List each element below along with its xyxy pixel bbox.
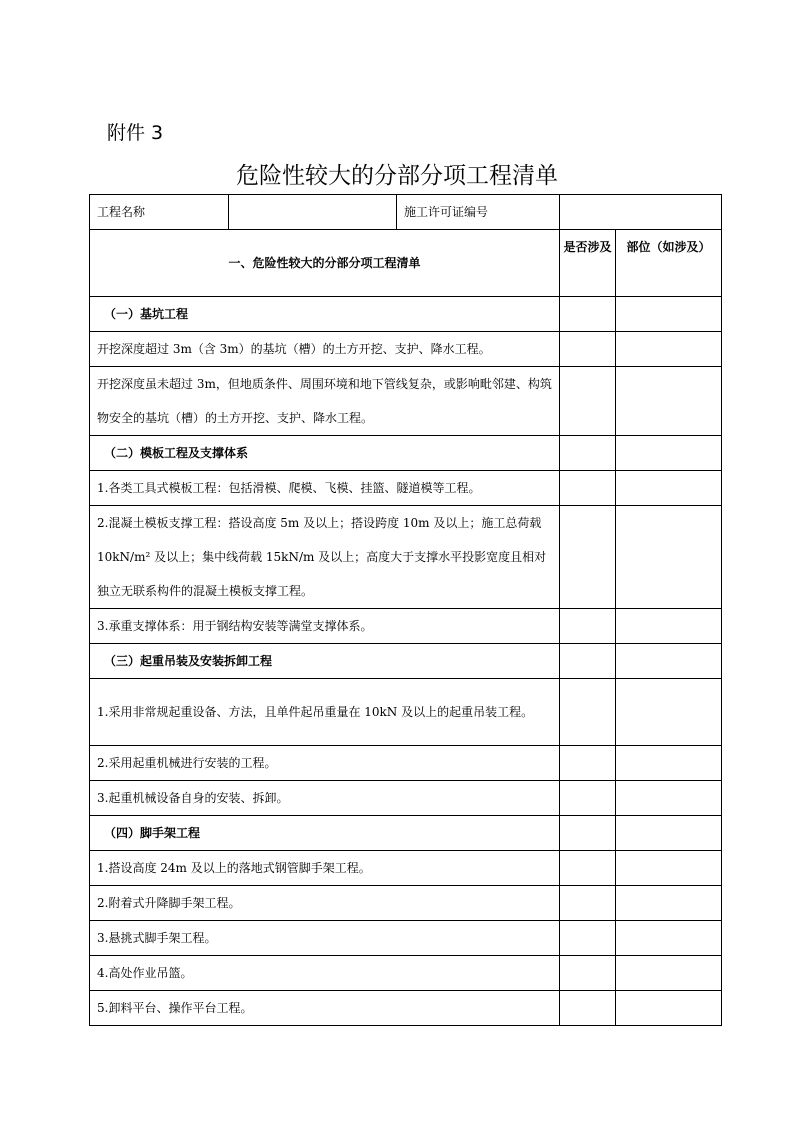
- item-text: 开挖深度超过 3m（含 3m）的基坑（槽）的土方开挖、支护、降水工程。: [90, 332, 560, 367]
- location-column-header: 部位（如涉及）: [616, 230, 722, 297]
- location-input-cell[interactable]: [616, 991, 722, 1026]
- item-text: 1.各类工具式模板工程：包括滑模、爬模、飞模、挂篮、隧道模等工程。: [90, 471, 560, 506]
- item-row: [90, 471, 722, 506]
- location-input-cell[interactable]: [616, 471, 722, 506]
- involved-checkbox-cell[interactable]: [560, 746, 616, 781]
- item-row: [90, 332, 722, 367]
- section-row: [90, 436, 722, 471]
- involved-checkbox-cell[interactable]: [560, 471, 616, 506]
- item-row: [90, 886, 722, 921]
- item-text: 3.悬挑式脚手架工程。: [90, 921, 560, 956]
- item-row: [90, 367, 722, 436]
- involved-checkbox-cell[interactable]: [560, 921, 616, 956]
- location-input-cell[interactable]: [616, 816, 722, 851]
- involved-checkbox-cell[interactable]: [560, 956, 616, 991]
- item-text: 开挖深度虽未超过 3m，但地质条件、周围环境和地下管线复杂，或影响毗邻建、构筑物安全的基坑（槽）的土方开挖、支护、降水工程。: [90, 367, 560, 436]
- item-row: [90, 746, 722, 781]
- item-row: [90, 991, 722, 1026]
- section-title: （三）起重吊装及安装拆卸工程: [90, 644, 560, 679]
- involved-checkbox-cell[interactable]: [560, 436, 616, 471]
- item-text: 3.承重支撑体系：用于钢结构安装等满堂支撑体系。: [90, 609, 560, 644]
- item-text: 2.采用起重机械进行安装的工程。: [90, 746, 560, 781]
- item-text: 2.混凝土模板支撑工程：搭设高度 5m 及以上；搭设跨度 10m 及以上；施工总荷载 10kN/m² 及以上；集中线荷载 15kN/m 及以上；高度大于支撑水平投影宽度且相对独立无联系构件的混凝土模板支撑工程。: [90, 506, 560, 609]
- involved-checkbox-cell[interactable]: [560, 644, 616, 679]
- location-input-cell[interactable]: [616, 679, 722, 746]
- item-row: [90, 506, 722, 609]
- location-input-cell[interactable]: [616, 436, 722, 471]
- list-title: 一、危险性较大的分部分项工程清单: [90, 230, 560, 297]
- involved-checkbox-cell[interactable]: [560, 886, 616, 921]
- item-text: 1.采用非常规起重设备、方法，且单件起吊重量在 10kN 及以上的起重吊装工程。: [90, 679, 560, 746]
- section-title: （四）脚手架工程: [90, 816, 560, 851]
- location-input-cell[interactable]: [616, 367, 722, 436]
- involved-checkbox-cell[interactable]: [560, 332, 616, 367]
- item-text: 3.起重机械设备自身的安装、拆卸。: [90, 781, 560, 816]
- location-input-cell[interactable]: [616, 851, 722, 886]
- item-row: [90, 781, 722, 816]
- section-row: [90, 644, 722, 679]
- location-input-cell[interactable]: [616, 332, 722, 367]
- location-input-cell[interactable]: [616, 297, 722, 332]
- location-input-cell[interactable]: [616, 506, 722, 609]
- involved-checkbox-cell[interactable]: [560, 367, 616, 436]
- info-row: [90, 195, 722, 230]
- involved-checkbox-cell[interactable]: [560, 991, 616, 1026]
- location-input-cell[interactable]: [616, 886, 722, 921]
- item-row: [90, 609, 722, 644]
- involved-checkbox-cell[interactable]: [560, 609, 616, 644]
- involved-checkbox-cell[interactable]: [560, 851, 616, 886]
- location-input-cell[interactable]: [616, 644, 722, 679]
- item-row: [90, 921, 722, 956]
- involved-checkbox-cell[interactable]: [560, 506, 616, 609]
- permit-number-field[interactable]: [560, 195, 722, 230]
- item-text: 1.搭设高度 24m 及以上的落地式钢管脚手架工程。: [90, 851, 560, 886]
- involved-checkbox-cell[interactable]: [560, 297, 616, 332]
- item-row: [90, 679, 722, 746]
- involved-checkbox-cell[interactable]: [560, 781, 616, 816]
- project-name-field[interactable]: [229, 195, 397, 230]
- item-text: 4.高处作业吊篮。: [90, 956, 560, 991]
- section-row: [90, 297, 722, 332]
- attachment-label: 附件 3: [107, 122, 164, 144]
- location-input-cell[interactable]: [616, 956, 722, 991]
- section-title: （二）模板工程及支撑体系: [90, 436, 560, 471]
- involved-checkbox-cell[interactable]: [560, 679, 616, 746]
- section-title: （一）基坑工程: [90, 297, 560, 332]
- location-input-cell[interactable]: [616, 609, 722, 644]
- permit-number-label: 施工许可证编号: [397, 195, 560, 230]
- involved-column-header: 是否涉及: [560, 230, 616, 297]
- hazard-list-table: [89, 194, 722, 1026]
- project-name-label: 工程名称: [90, 195, 229, 230]
- location-input-cell[interactable]: [616, 921, 722, 956]
- header-row: [90, 230, 722, 297]
- involved-checkbox-cell[interactable]: [560, 816, 616, 851]
- item-text: 2.附着式升降脚手架工程。: [90, 886, 560, 921]
- location-input-cell[interactable]: [616, 781, 722, 816]
- page-title: 危险性较大的分部分项工程清单: [236, 163, 558, 189]
- section-row: [90, 816, 722, 851]
- item-text: 5.卸料平台、操作平台工程。: [90, 991, 560, 1026]
- item-row: [90, 851, 722, 886]
- item-row: [90, 956, 722, 991]
- location-input-cell[interactable]: [616, 746, 722, 781]
